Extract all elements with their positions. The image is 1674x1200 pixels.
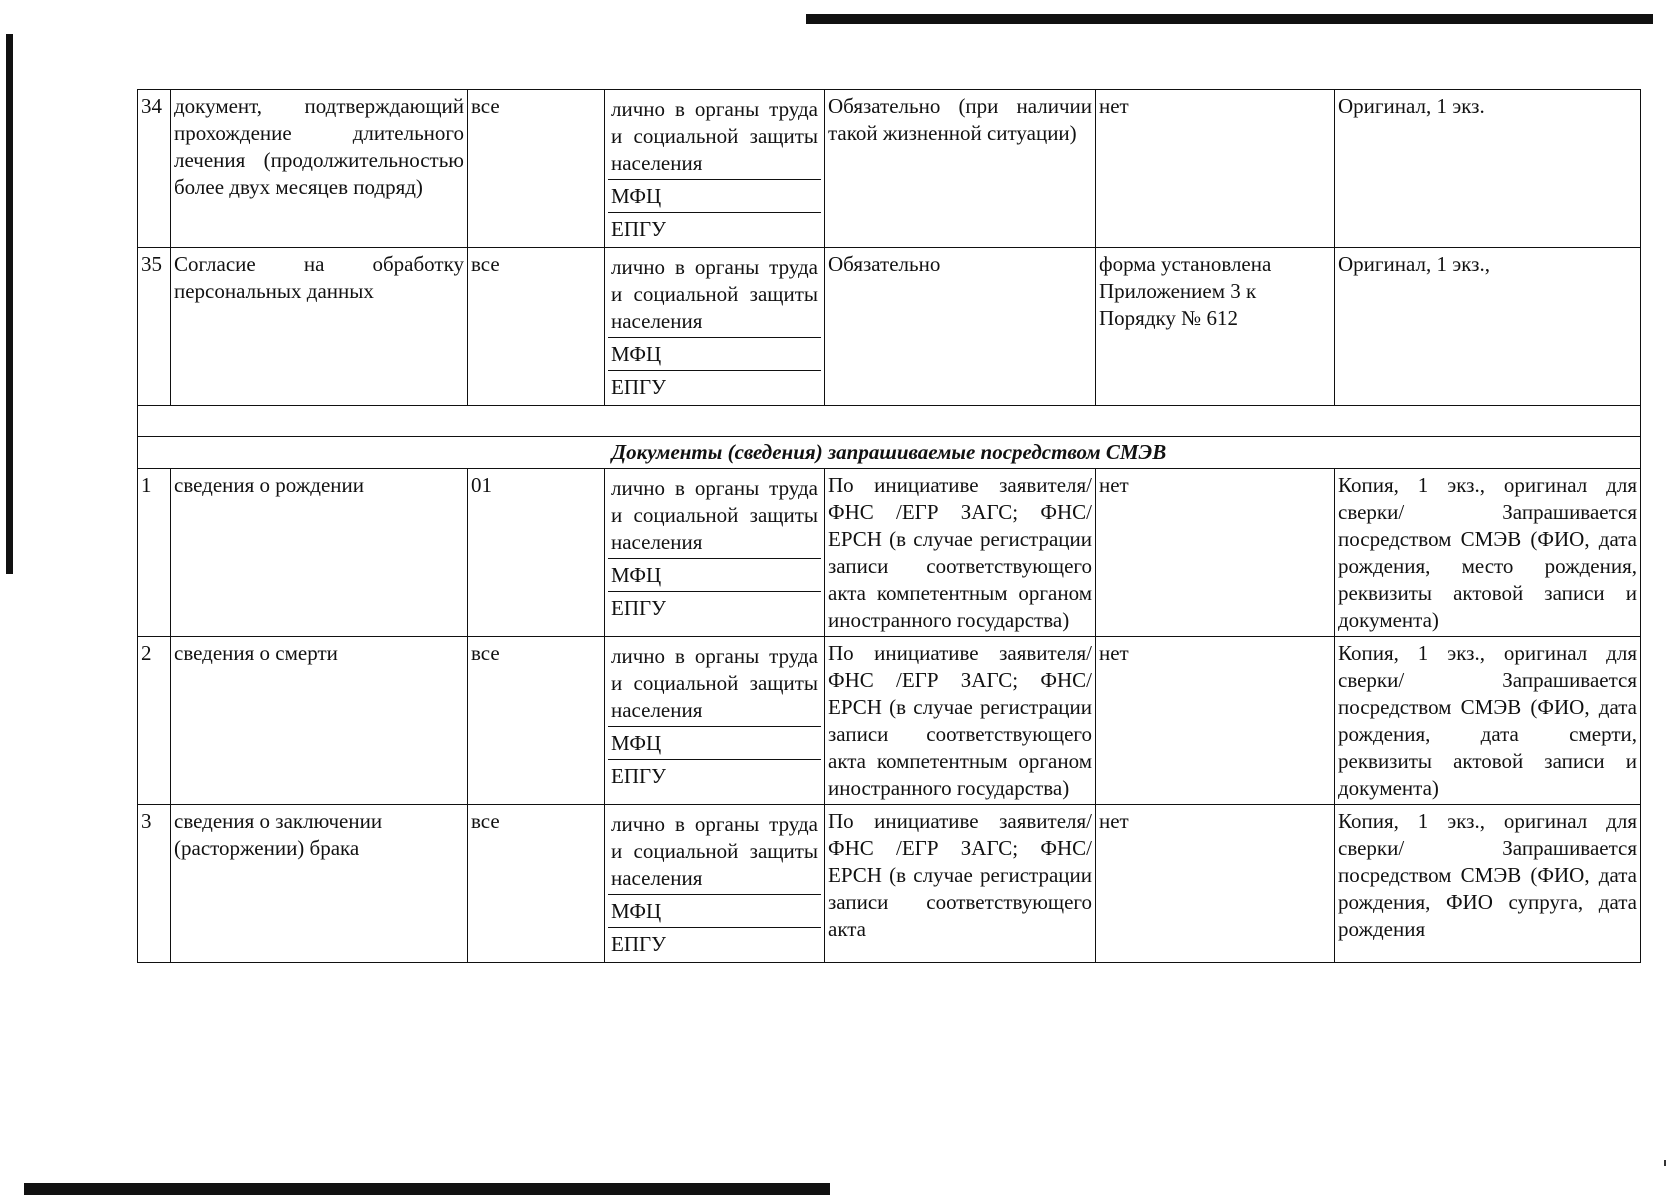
channel-mfc: МФЦ xyxy=(608,338,821,371)
row-number: 34 xyxy=(138,90,171,248)
channel-mfc: МФЦ xyxy=(608,559,821,592)
document-form: нет xyxy=(1096,805,1335,963)
submission-channels xyxy=(605,805,825,963)
channel-in-person: лично в органы труда и социальной защиты населения xyxy=(608,472,821,559)
document-name: сведения о рождении xyxy=(171,469,468,637)
scan-edge-top xyxy=(806,14,1653,24)
submission-channels xyxy=(605,469,825,637)
document-form: нет xyxy=(1096,469,1335,637)
submission-channels xyxy=(605,90,825,248)
applicant-category: все xyxy=(468,90,605,248)
row-number: 2 xyxy=(138,637,171,805)
channel-epgu: ЕПГУ xyxy=(611,596,667,620)
document-form: нет xyxy=(1096,90,1335,248)
table-row xyxy=(138,637,1641,805)
channel-epgu: ЕПГУ xyxy=(611,932,667,956)
copy-requirement: Оригинал, 1 экз., xyxy=(1335,248,1641,406)
requirement: По инициативе заявителя/ ФНС /ЕГР ЗАГС; ФНС/ ЕРСН (в случае регистрации записи соответствующего акта компетентным органом иностранного государства) xyxy=(825,637,1096,805)
blank-row xyxy=(138,406,1641,437)
channel-in-person: лично в органы труда и социальной защиты населения xyxy=(608,93,821,180)
channel-in-person: лично в органы труда и социальной защиты населения xyxy=(608,808,821,895)
requirement: По инициативе заявителя/ ФНС /ЕГР ЗАГС; ФНС/ ЕРСН (в случае регистрации записи соответствующего акта xyxy=(825,805,1096,963)
applicant-category: все xyxy=(468,637,605,805)
channel-mfc: МФЦ xyxy=(608,895,821,928)
requirement: Обязательно (при наличии такой жизненной ситуации) xyxy=(825,90,1096,248)
table-row xyxy=(138,469,1641,637)
row-number: 35 xyxy=(138,248,171,406)
row-number: 3 xyxy=(138,805,171,963)
section-header-row xyxy=(138,437,1641,469)
copy-requirement: Оригинал, 1 экз. xyxy=(1335,90,1641,248)
channel-mfc: МФЦ xyxy=(608,180,821,213)
documents-table xyxy=(137,89,1641,963)
document-name: сведения о смерти xyxy=(171,637,468,805)
document-name: сведения о заключении (расторжении) брака xyxy=(171,805,468,963)
document-name: Согласие на обработку персональных данных xyxy=(171,248,468,406)
section-title: Документы (сведения) запрашиваемые посредством СМЭВ xyxy=(138,437,1641,469)
channel-mfc: МФЦ xyxy=(608,727,821,760)
document-form: форма установлена Приложением 3 к Порядку № 612 xyxy=(1096,248,1335,406)
document-name: документ, подтверждающий прохождение длительного лечения (продолжительностью более двух месяцев подряд) xyxy=(171,90,468,248)
applicant-category: 01 xyxy=(468,469,605,637)
scan-edge-left xyxy=(6,34,13,574)
table-row xyxy=(138,248,1641,406)
copy-requirement: Копия, 1 экз., оригинал для сверки/ Запрашивается посредством СМЭВ (ФИО, дата рождения, место рождения, реквизиты актовой записи и документа) xyxy=(1335,469,1641,637)
applicant-category: все xyxy=(468,248,605,406)
submission-channels xyxy=(605,248,825,406)
scan-artifact xyxy=(1664,1160,1666,1166)
copy-requirement: Копия, 1 экз., оригинал для сверки/ Запрашивается посредством СМЭВ (ФИО, дата рождения, дата смерти, реквизиты актовой записи и документа) xyxy=(1335,637,1641,805)
blank-cell xyxy=(138,406,1641,437)
channel-epgu: ЕПГУ xyxy=(611,764,667,788)
scan-edge-bottom xyxy=(24,1183,830,1195)
table-row xyxy=(138,805,1641,963)
submission-channels xyxy=(605,637,825,805)
channel-epgu: ЕПГУ xyxy=(611,217,667,241)
requirement: По инициативе заявителя/ ФНС /ЕГР ЗАГС; ФНС/ЕРСН (в случае регистрации записи соответствующего акта компетентным органом иностранного государства) xyxy=(825,469,1096,637)
row-number: 1 xyxy=(138,469,171,637)
channel-epgu: ЕПГУ xyxy=(611,375,667,399)
copy-requirement: Копия, 1 экз., оригинал для сверки/ Запрашивается посредством СМЭВ (ФИО, дата рождения, ФИО супруга, дата рождения xyxy=(1335,805,1641,963)
applicant-category: все xyxy=(468,805,605,963)
channel-in-person: лично в органы труда и социальной защиты населения xyxy=(608,251,821,338)
table-row xyxy=(138,90,1641,248)
requirement: Обязательно xyxy=(825,248,1096,406)
document-form: нет xyxy=(1096,637,1335,805)
channel-in-person: лично в органы труда и социальной защиты населения xyxy=(608,640,821,727)
